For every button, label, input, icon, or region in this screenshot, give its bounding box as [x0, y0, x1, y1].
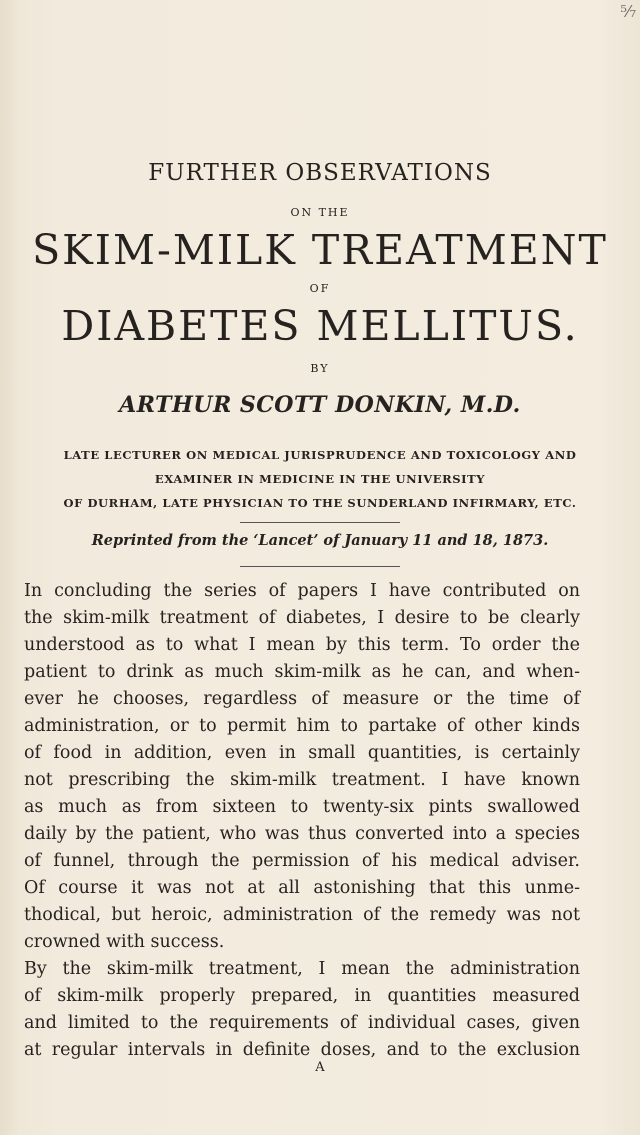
title-line-on-the: ON THE	[290, 206, 350, 219]
body-line: of food in addition, even in small quantities, is certainly	[24, 743, 580, 763]
body-line: administration, or to permit him to partake of other kinds	[24, 716, 580, 736]
body-line: patient to drink as much skim-milk as he can, and when-	[24, 662, 580, 682]
signature-mark: A	[315, 1060, 325, 1075]
title-by: BY	[310, 362, 330, 375]
author-name: ARTHUR SCOTT DONKIN, M.D.	[119, 392, 521, 418]
body-line: understood as to what I mean by this term. To order the	[24, 635, 580, 655]
corner-annotation: ⁵⁄₇	[620, 2, 636, 21]
body-line: as much as from sixteen to twenty-six pints swallowed	[24, 797, 580, 817]
body-line: of funnel, through the permission of his medical adviser.	[24, 851, 580, 871]
body-line: not prescribing the skim-milk treatment. I have known	[24, 770, 580, 790]
body-line: ever he chooses, regardless of measure or the time of	[24, 689, 580, 709]
body-text	[24, 578, 580, 1064]
title-line-further-observations: FURTHER OBSERVATIONS	[148, 160, 492, 186]
body-line: daily by the patient, who was thus converted into a species	[24, 824, 580, 844]
author-credentials	[0, 443, 640, 515]
body-line: the skim-milk treatment of diabetes, I desire to be clearly	[24, 608, 580, 628]
divider-rule	[240, 522, 400, 523]
body-line: thodical, but heroic, administration of the remedy was not	[24, 905, 580, 925]
body-line: Of course it was not at all astonishing that this unme-	[24, 878, 580, 898]
title-line-of: OF	[309, 282, 331, 295]
body-line: crowned with success.	[24, 932, 225, 952]
body-line: By the skim-milk treatment, I mean the administration	[24, 959, 580, 979]
title-line-skim-milk-treatment: SKIM-MILK TREATMENT	[32, 226, 608, 274]
body-line: In concluding the series of papers I have contributed on	[24, 581, 580, 601]
body-line: of skim-milk properly prepared, in quantities measured	[24, 986, 580, 1006]
title-line-diabetes-mellitus: DIABETES MELLITUS.	[61, 302, 579, 350]
body-line: at regular intervals in definite doses, and to the exclusion	[24, 1040, 580, 1060]
divider-rule	[240, 566, 400, 567]
body-line: and limited to the requirements of individual cases, given	[24, 1013, 580, 1033]
reprint-note: Reprinted from the ‘Lancet’ of January 11 and 18, 1873.	[91, 532, 549, 549]
credentials-line: EXAMINER IN MEDICINE IN THE UNIVERSITY	[154, 472, 486, 486]
credentials-line: LATE LECTURER ON MEDICAL JURISPRUDENCE AND TOXICOLOGY AND	[63, 448, 577, 462]
credentials-line: OF DURHAM, LATE PHYSICIAN TO THE SUNDERLAND INFIRMARY, ETC.	[63, 496, 577, 510]
